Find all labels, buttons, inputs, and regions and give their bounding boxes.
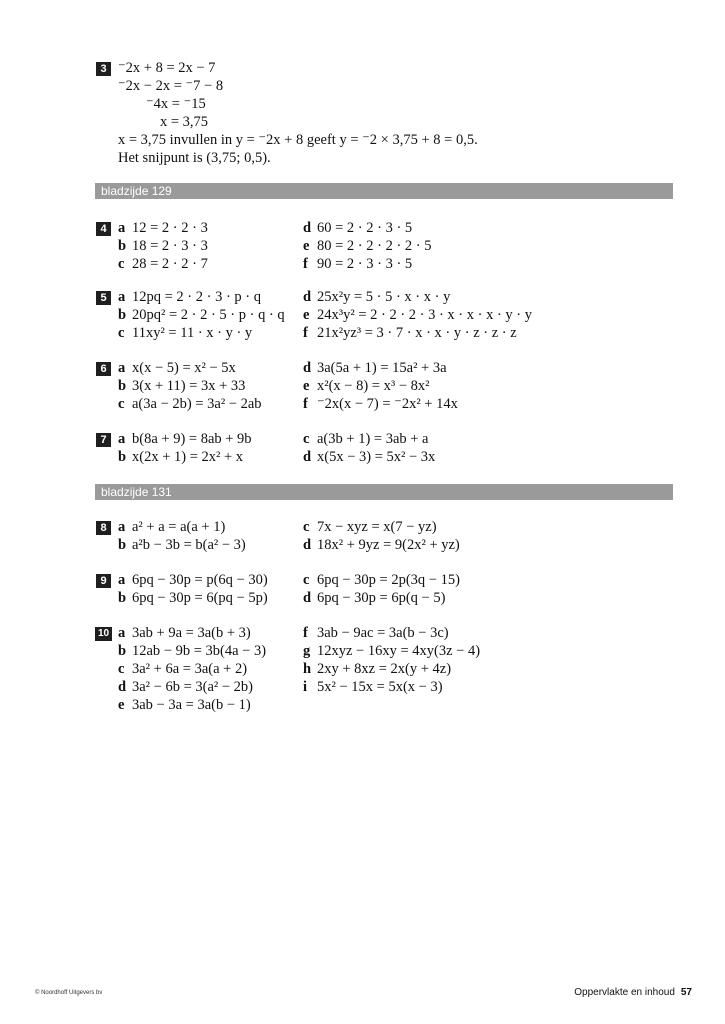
- item-text: 7x − xyz = x(7 − yz): [317, 519, 437, 535]
- item-b: [118, 377, 245, 395]
- item-text: 3a(5a + 1) = 15a² + 3a: [317, 360, 447, 376]
- item-text: 12xyz − 16xy = 4xy(3z − 4): [317, 643, 481, 659]
- item-a: [118, 288, 261, 306]
- item-text: 6pq − 30p = 2p(3q − 15): [317, 572, 460, 588]
- item-i: [303, 678, 443, 696]
- item-label: d: [303, 537, 312, 553]
- item-c: [303, 571, 460, 589]
- item-text: a² + a = a(a + 1): [132, 519, 226, 535]
- item-label: c: [303, 431, 310, 447]
- item-text: x(x − 5) = x² − 5x: [132, 360, 236, 376]
- item-text: 11xy² = 11 · x · y · y: [132, 325, 253, 341]
- text-line: Het snijpunt is (3,75; 0,5).: [118, 150, 271, 166]
- exercise-number: 5: [96, 291, 111, 305]
- item-c: [303, 518, 437, 536]
- item-text: 18 = 2 · 3 · 3: [132, 238, 208, 254]
- item-label: b: [118, 643, 127, 659]
- item-text: 12ab − 9b = 3b(4a − 3): [132, 643, 267, 659]
- item-d: [303, 288, 450, 306]
- item-text: x²(x − 8) = x³ − 8x²: [317, 378, 430, 394]
- exercise-number: 4: [96, 222, 111, 236]
- item-label: b: [118, 449, 127, 465]
- exercise-number: 6: [96, 362, 111, 376]
- item-text: 5x² − 15x = 5x(x − 3): [317, 679, 443, 695]
- item-text: a(3b + 1) = 3ab + a: [317, 431, 429, 447]
- item-c: [118, 660, 247, 678]
- item-text: 6pq − 30p = p(6q − 30): [132, 572, 268, 588]
- item-e: [303, 306, 532, 324]
- item-label: a: [118, 519, 126, 535]
- item-label: e: [303, 378, 310, 394]
- item-text: x(2x + 1) = 2x² + x: [132, 449, 244, 465]
- exercise-number: 8: [96, 521, 111, 535]
- item-text: 3ab − 9ac = 3a(b − 3c): [317, 625, 449, 641]
- equation-line: ⁻2x + 8 = 2x − 7: [118, 60, 216, 76]
- equation-line: x = 3,75: [160, 114, 209, 130]
- item-text: 3a² + 6a = 3a(a + 2): [132, 661, 248, 677]
- item-text: 3ab − 3a = 3a(b − 1): [132, 697, 251, 713]
- item-label: b: [118, 537, 127, 553]
- item-label: b: [118, 378, 127, 394]
- item-text: 25x²y = 5 · 5 · x · x · y: [317, 289, 451, 305]
- item-label: h: [303, 661, 312, 677]
- item-label: c: [303, 519, 310, 535]
- item-d: [303, 589, 445, 607]
- item-text: 12pq = 2 · 2 · 3 · p · q: [132, 289, 261, 305]
- item-c: [118, 255, 208, 273]
- item-text: 3ab + 9a = 3a(b + 3): [132, 625, 251, 641]
- equation-line: ⁻4x = ⁻15: [146, 96, 206, 112]
- item-label: a: [118, 625, 126, 641]
- item-a: [118, 359, 236, 377]
- item-d: [303, 448, 435, 466]
- equation-line: ⁻2x − 2x = ⁻7 − 8: [118, 78, 224, 94]
- item-c: [118, 324, 252, 342]
- item-label: d: [303, 449, 312, 465]
- item-label: a: [118, 289, 126, 305]
- item-text: 28 = 2 · 2 · 7: [132, 256, 208, 272]
- item-label: f: [303, 625, 308, 641]
- item-e: [303, 237, 432, 255]
- item-label: c: [118, 256, 125, 272]
- item-d: [303, 219, 412, 237]
- item-c: [118, 395, 262, 413]
- item-text: ⁻2x(x − 7) = ⁻2x² + 14x: [317, 396, 458, 412]
- item-text: a²b − 3b = b(a² − 3): [132, 537, 246, 553]
- item-d: [303, 359, 447, 377]
- item-a: [118, 430, 252, 448]
- item-label: g: [303, 643, 311, 659]
- item-label: f: [303, 325, 308, 341]
- item-label: c: [118, 396, 125, 412]
- item-d: [118, 678, 253, 696]
- item-label: c: [118, 325, 125, 341]
- page-number: 57: [680, 987, 692, 998]
- item-label: a: [118, 572, 126, 588]
- text-line: x = 3,75 invullen in y = ⁻2x + 8 geeft y = ⁻2 × 3,75 + 8 = 0,5.: [118, 132, 478, 148]
- item-label: b: [118, 238, 127, 254]
- item-label: d: [303, 360, 312, 376]
- item-label: f: [303, 256, 308, 272]
- item-h: [303, 660, 451, 678]
- item-label: e: [303, 238, 310, 254]
- item-text: 80 = 2 · 2 · 2 · 2 · 5: [317, 238, 432, 254]
- item-text: 60 = 2 · 2 · 3 · 5: [317, 220, 413, 236]
- exercise-number: 9: [96, 574, 111, 588]
- item-label: c: [303, 572, 310, 588]
- chapter-title: Oppervlakte en inhoud: [574, 987, 675, 998]
- item-a: [118, 219, 208, 237]
- item-text: a(3a − 2b) = 3a² − 2ab: [132, 396, 262, 412]
- item-e: [118, 696, 251, 714]
- item-label: f: [303, 396, 308, 412]
- item-label: d: [303, 289, 312, 305]
- item-text: x(5x − 3) = 5x² − 3x: [317, 449, 436, 465]
- exercise-number: 10: [95, 627, 112, 641]
- item-label: b: [118, 307, 127, 323]
- item-text: 90 = 2 · 3 · 3 · 5: [317, 256, 413, 272]
- exercise-number: 7: [96, 433, 111, 447]
- item-label: d: [303, 590, 312, 606]
- item-b: [118, 642, 266, 660]
- item-label: d: [303, 220, 312, 236]
- item-f: [303, 324, 517, 342]
- item-f: [303, 624, 449, 642]
- item-text: 18x² + 9yz = 9(2x² + yz): [317, 537, 460, 553]
- item-text: 2xy + 8xz = 2x(y + 4z): [317, 661, 452, 677]
- item-e: [303, 377, 429, 395]
- item-text: b(8a + 9) = 8ab + 9b: [132, 431, 252, 447]
- item-label: b: [118, 590, 127, 606]
- copyright-notice: © Noordhoff Uitgevers bv: [35, 990, 103, 996]
- item-label: i: [303, 679, 308, 695]
- item-b: [118, 448, 243, 466]
- item-c: [303, 430, 429, 448]
- page-footer: [574, 987, 692, 998]
- item-text: 12 = 2 · 2 · 3: [132, 220, 208, 236]
- item-text: 6pq − 30p = 6p(q − 5): [317, 590, 446, 606]
- item-label: c: [118, 661, 125, 677]
- item-label: e: [118, 697, 125, 713]
- item-g: [303, 642, 480, 660]
- item-b: [118, 306, 285, 324]
- item-b: [118, 589, 268, 607]
- item-f: [303, 255, 412, 273]
- item-text: 3(x + 11) = 3x + 33: [132, 378, 246, 394]
- item-label: e: [303, 307, 310, 323]
- item-a: [118, 624, 251, 642]
- item-d: [303, 536, 460, 554]
- item-text: 3a² − 6b = 3(a² − 2b): [132, 679, 254, 695]
- section-header-bladzijde-131: bladzijde 131: [95, 484, 673, 500]
- item-b: [118, 237, 208, 255]
- item-label: a: [118, 431, 126, 447]
- exercise-number: 3: [96, 62, 111, 76]
- item-a: [118, 518, 225, 536]
- item-b: [118, 536, 246, 554]
- item-label: d: [118, 679, 127, 695]
- item-f: [303, 395, 458, 413]
- item-label: a: [118, 360, 126, 376]
- item-label: a: [118, 220, 126, 236]
- item-a: [118, 571, 268, 589]
- item-text: 24x³y² = 2 · 2 · 2 · 3 · x · x · x · y · y: [317, 307, 533, 323]
- section-header-bladzijde-129: bladzijde 129: [95, 183, 673, 199]
- item-text: 21x²yz³ = 3 · 7 · x · x · y · z · z · z: [317, 325, 517, 341]
- item-text: 6pq − 30p = 6(pq − 5p): [132, 590, 268, 606]
- item-text: 20pq² = 2 · 2 · 5 · p · q · q: [132, 307, 285, 323]
